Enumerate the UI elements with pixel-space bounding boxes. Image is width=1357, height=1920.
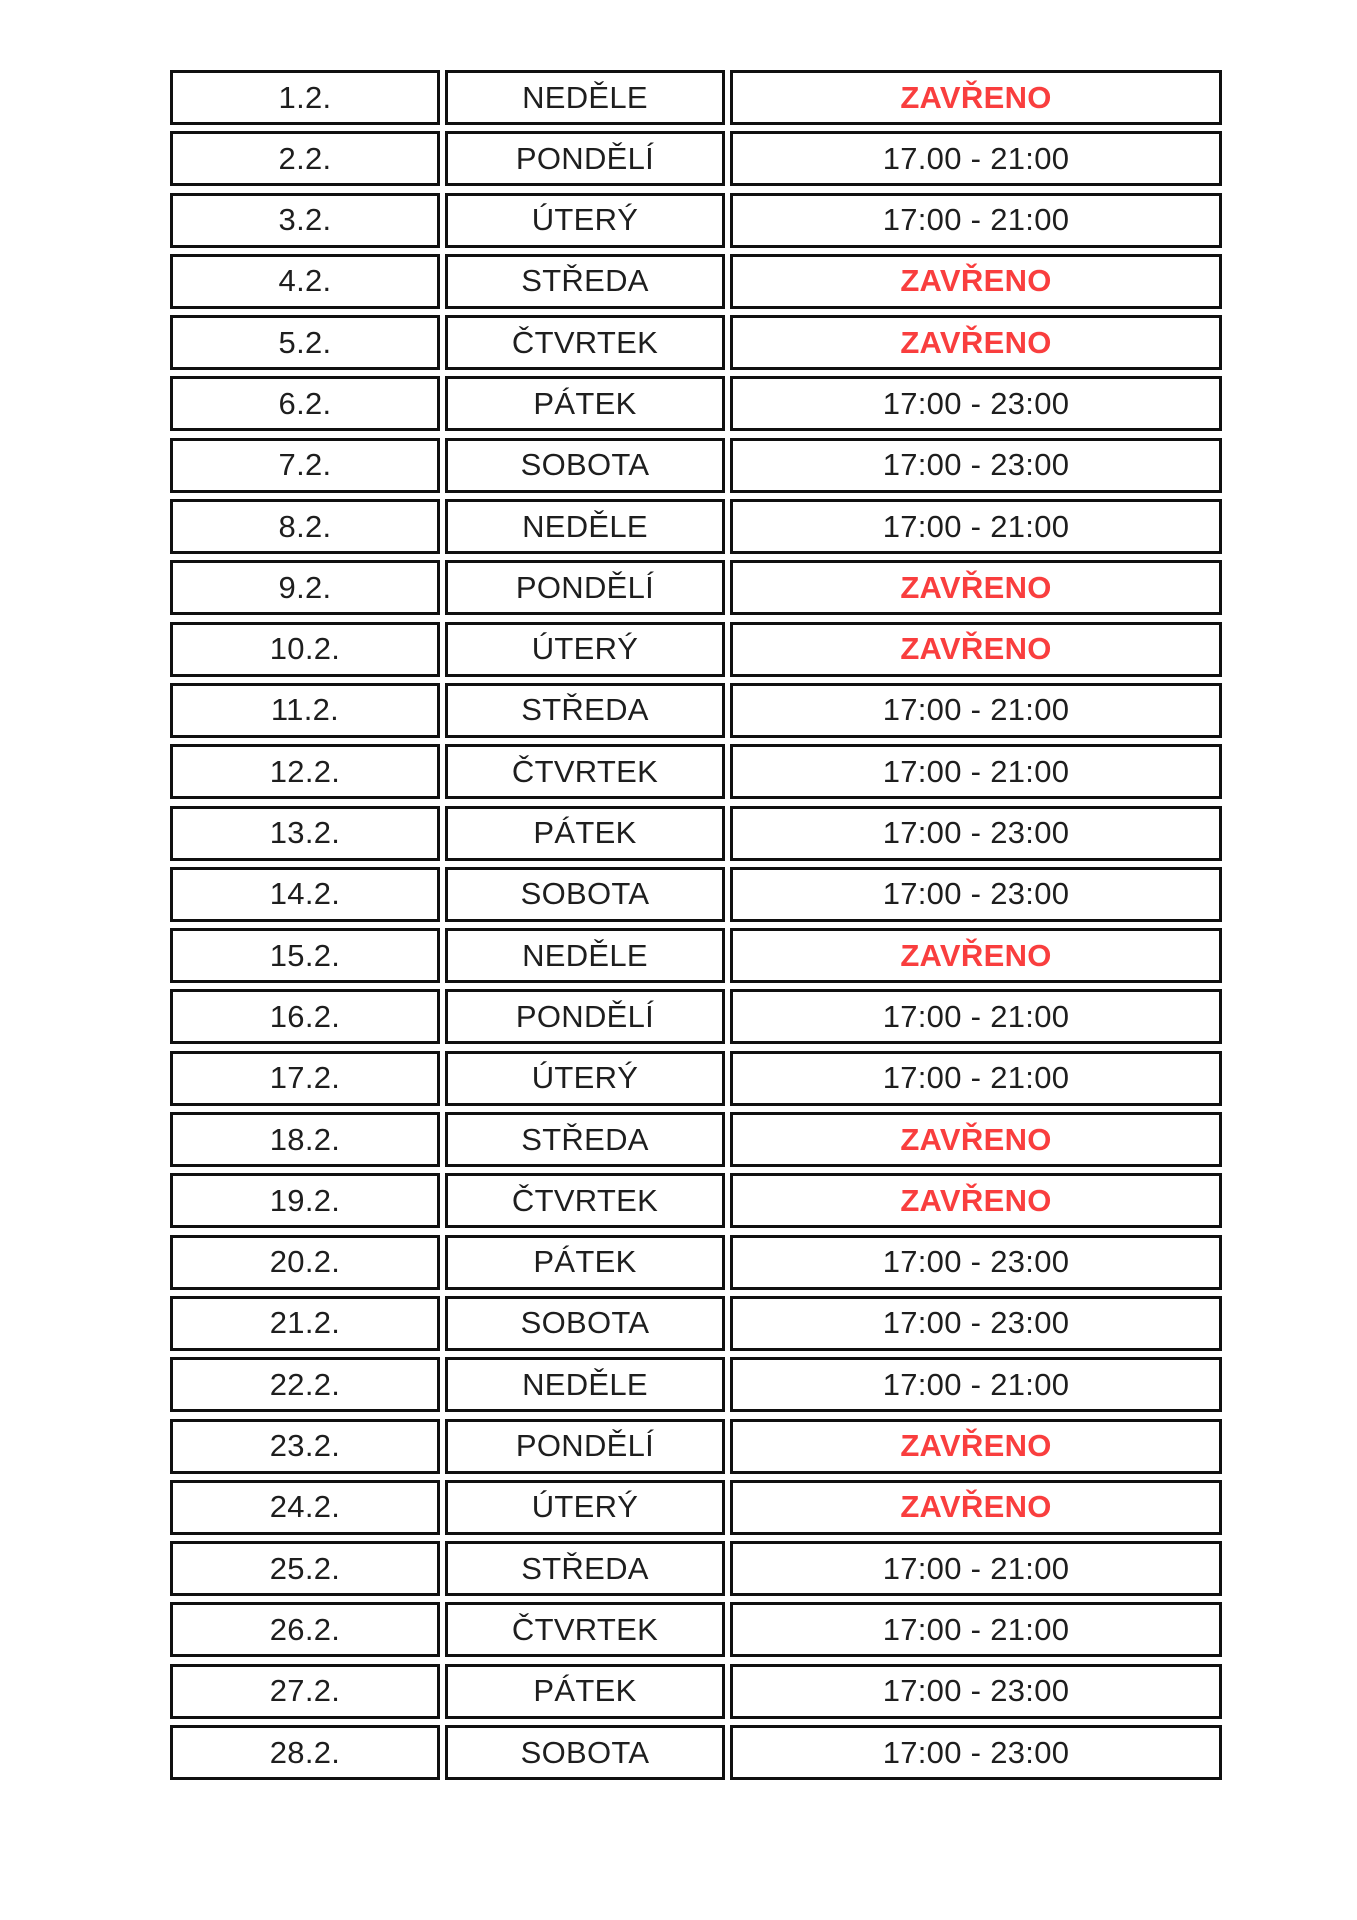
date-cell: 5.2. — [170, 315, 440, 370]
day-cell: PONDĚLÍ — [445, 989, 725, 1044]
date-cell: 28.2. — [170, 1725, 440, 1780]
day-cell: STŘEDA — [445, 254, 725, 309]
hours-cell: 17:00 - 21:00 — [730, 989, 1222, 1044]
day-cell: NEDĚLE — [445, 70, 725, 125]
hours-cell: 17:00 - 21:00 — [730, 683, 1222, 738]
day-cell: ČTVRTEK — [445, 1173, 725, 1228]
date-cell: 17.2. — [170, 1051, 440, 1106]
date-cell: 1.2. — [170, 70, 440, 125]
day-cell: PONDĚLÍ — [445, 131, 725, 186]
date-cell: 18.2. — [170, 1112, 440, 1167]
hours-cell: 17:00 - 23:00 — [730, 806, 1222, 861]
day-cell: SOBOTA — [445, 438, 725, 493]
hours-cell: 17:00 - 21:00 — [730, 1602, 1222, 1657]
hours-cell: ZAVŘENO — [730, 1112, 1222, 1167]
date-cell: 20.2. — [170, 1235, 440, 1290]
date-cell: 8.2. — [170, 499, 440, 554]
date-cell: 14.2. — [170, 867, 440, 922]
day-cell: PONDĚLÍ — [445, 560, 725, 615]
day-cell: PÁTEK — [445, 806, 725, 861]
hours-cell: 17:00 - 23:00 — [730, 438, 1222, 493]
date-cell: 12.2. — [170, 744, 440, 799]
hours-cell: 17:00 - 21:00 — [730, 1051, 1222, 1106]
hours-cell: ZAVŘENO — [730, 622, 1222, 677]
hours-cell: ZAVŘENO — [730, 254, 1222, 309]
hours-cell: 17:00 - 23:00 — [730, 1235, 1222, 1290]
day-cell: SOBOTA — [445, 1725, 725, 1780]
date-cell: 10.2. — [170, 622, 440, 677]
day-cell: ČTVRTEK — [445, 315, 725, 370]
date-cell: 3.2. — [170, 193, 440, 248]
date-cell: 13.2. — [170, 806, 440, 861]
day-cell: SOBOTA — [445, 867, 725, 922]
date-cell: 6.2. — [170, 376, 440, 431]
hours-cell: 17.00 - 21:00 — [730, 131, 1222, 186]
hours-cell: ZAVŘENO — [730, 1173, 1222, 1228]
day-cell: ČTVRTEK — [445, 1602, 725, 1657]
day-cell: STŘEDA — [445, 1541, 725, 1596]
hours-cell: ZAVŘENO — [730, 315, 1222, 370]
opening-hours-table — [170, 70, 1222, 1780]
day-cell: STŘEDA — [445, 1112, 725, 1167]
day-cell: PÁTEK — [445, 1235, 725, 1290]
day-cell: PÁTEK — [445, 1664, 725, 1719]
day-cell: ÚTERÝ — [445, 1480, 725, 1535]
day-cell: SOBOTA — [445, 1296, 725, 1351]
hours-cell: 17:00 - 23:00 — [730, 1725, 1222, 1780]
date-cell: 26.2. — [170, 1602, 440, 1657]
day-cell: NEDĚLE — [445, 1357, 725, 1412]
date-cell: 9.2. — [170, 560, 440, 615]
date-cell: 23.2. — [170, 1419, 440, 1474]
date-cell: 2.2. — [170, 131, 440, 186]
hours-cell: 17:00 - 23:00 — [730, 1296, 1222, 1351]
day-cell: PÁTEK — [445, 376, 725, 431]
day-cell: PONDĚLÍ — [445, 1419, 725, 1474]
day-cell: ÚTERÝ — [445, 622, 725, 677]
date-cell: 24.2. — [170, 1480, 440, 1535]
hours-cell: 17:00 - 23:00 — [730, 376, 1222, 431]
date-cell: 15.2. — [170, 928, 440, 983]
day-cell: NEDĚLE — [445, 928, 725, 983]
date-cell: 7.2. — [170, 438, 440, 493]
date-cell: 25.2. — [170, 1541, 440, 1596]
hours-cell: ZAVŘENO — [730, 1419, 1222, 1474]
hours-cell: 17:00 - 21:00 — [730, 744, 1222, 799]
hours-cell: ZAVŘENO — [730, 70, 1222, 125]
hours-cell: 17:00 - 21:00 — [730, 1541, 1222, 1596]
hours-cell: ZAVŘENO — [730, 560, 1222, 615]
date-cell: 4.2. — [170, 254, 440, 309]
hours-cell: ZAVŘENO — [730, 928, 1222, 983]
hours-cell: ZAVŘENO — [730, 1480, 1222, 1535]
day-cell: ČTVRTEK — [445, 744, 725, 799]
day-cell: NEDĚLE — [445, 499, 725, 554]
date-cell: 22.2. — [170, 1357, 440, 1412]
hours-cell: 17:00 - 23:00 — [730, 1664, 1222, 1719]
date-cell: 11.2. — [170, 683, 440, 738]
hours-cell: 17:00 - 21:00 — [730, 1357, 1222, 1412]
day-cell: ÚTERÝ — [445, 1051, 725, 1106]
date-cell: 19.2. — [170, 1173, 440, 1228]
hours-cell: 17:00 - 21:00 — [730, 193, 1222, 248]
day-cell: ÚTERÝ — [445, 193, 725, 248]
date-cell: 21.2. — [170, 1296, 440, 1351]
date-cell: 16.2. — [170, 989, 440, 1044]
hours-cell: 17:00 - 21:00 — [730, 499, 1222, 554]
date-cell: 27.2. — [170, 1664, 440, 1719]
hours-cell: 17:00 - 23:00 — [730, 867, 1222, 922]
day-cell: STŘEDA — [445, 683, 725, 738]
